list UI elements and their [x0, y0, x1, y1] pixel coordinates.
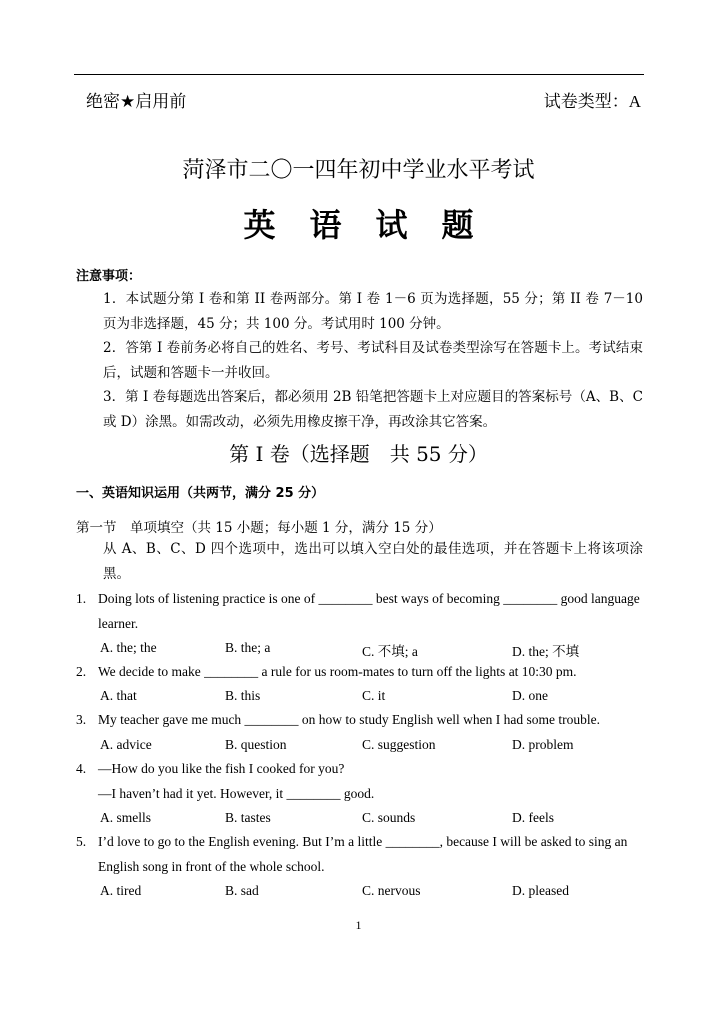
- part-heading: 一、英语知识运用（共两节，满分 25 分）: [76, 486, 325, 501]
- question-text: —How do you like the fish I cooked for you?: [98, 761, 345, 776]
- question-number: 1.: [76, 591, 87, 606]
- question-number: 2.: [76, 664, 87, 679]
- option-a[interactable]: A. that: [100, 688, 137, 703]
- option-c[interactable]: C. 不填; a: [362, 644, 418, 659]
- option-d[interactable]: D. problem: [512, 737, 574, 752]
- question-4: [76, 757, 644, 806]
- question-2: [76, 660, 644, 685]
- option-c[interactable]: C. sounds: [362, 810, 416, 825]
- option-a[interactable]: A. the; the: [100, 640, 157, 655]
- notice-item: 2．答第 I 卷前务必将自己的姓名、考号、考试科目及试卷类型涂写在答题卡上。考试结束后，试题和答题卡一并收回。: [103, 340, 643, 381]
- question-text: My teacher gave me much ________ on how to study English well when I had some trouble.: [98, 712, 601, 727]
- subsection-heading: 第一节 单项填空（共 15 小题；每小题 1 分，满分 15 分）: [76, 520, 442, 536]
- option-d[interactable]: D. pleased: [512, 883, 569, 898]
- question-5: [76, 830, 644, 879]
- section-heading: 第 I 卷（选择题 共 55 分）: [229, 442, 488, 466]
- option-a[interactable]: A. tired: [100, 883, 142, 898]
- option-b[interactable]: B. this: [225, 688, 261, 703]
- option-b[interactable]: B. question: [225, 737, 287, 752]
- notice-item: 3．第 I 卷每题选出答案后，都必须用 2B 铅笔把答题卡上对应题目的答案标号（A、B、C 或 D）涂黑。如需改动，必须先用橡皮擦干净，再改涂其它答案。: [103, 389, 643, 430]
- paper-type-label: 试卷类型：: [543, 92, 629, 112]
- notice-item: 1．本试题分第 I 卷和第 II 卷两部分。第 I 卷 1－6 页为选择题，55 分；第 II 卷 7－10 页为非选择题，45 分；共 100 分。考试用时 100 分钟。: [103, 291, 643, 332]
- page-number: 1: [355, 918, 362, 932]
- option-c[interactable]: C. nervous: [362, 883, 421, 898]
- option-c[interactable]: C. suggestion: [362, 737, 436, 752]
- option-c[interactable]: C. it: [362, 688, 386, 703]
- paper-type-value: A: [628, 92, 641, 111]
- question-text: We decide to make ________ a rule for us room-mates to turn off the lights at 10:30 pm.: [98, 664, 577, 679]
- question-text-reply: —I haven’t had it yet. However, it ________ good.: [98, 785, 375, 801]
- question-number: 4.: [76, 761, 87, 776]
- option-d[interactable]: D. the; 不填: [512, 644, 580, 659]
- notice-heading: 注意事项：: [76, 269, 142, 284]
- top-rule: [74, 74, 644, 75]
- exam-subject: 英语试题: [243, 206, 508, 244]
- exam-title: 菏泽市二〇一四年初中学业水平考试: [182, 158, 535, 183]
- question-1: [76, 587, 644, 636]
- question-number: 3.: [76, 712, 87, 727]
- option-a[interactable]: A. advice: [100, 737, 152, 752]
- question-text: I’d love to go to the English evening. But I’m a little ________, because I will be asked to sing an English song in front of the whole school.: [98, 834, 628, 874]
- option-b[interactable]: B. tastes: [225, 810, 271, 825]
- paper-type: [544, 87, 641, 112]
- option-b[interactable]: B. the; a: [225, 640, 271, 655]
- instruction: 从 A、B、C、D 四个选项中，选出可以填入空白处的最佳选项，并在答题卡上将该项涂黑。: [103, 541, 643, 582]
- option-d[interactable]: D. feels: [512, 810, 554, 825]
- option-b[interactable]: B. sad: [225, 883, 259, 898]
- confidential-label: 绝密★启用前: [86, 92, 187, 112]
- question-3: [76, 708, 644, 733]
- question-text: Doing lots of listening practice is one of ________ best ways of becoming ________ good language learner.: [98, 591, 640, 631]
- question-number: 5.: [76, 834, 87, 849]
- option-a[interactable]: A. smells: [100, 810, 152, 825]
- option-d[interactable]: D. one: [512, 688, 548, 703]
